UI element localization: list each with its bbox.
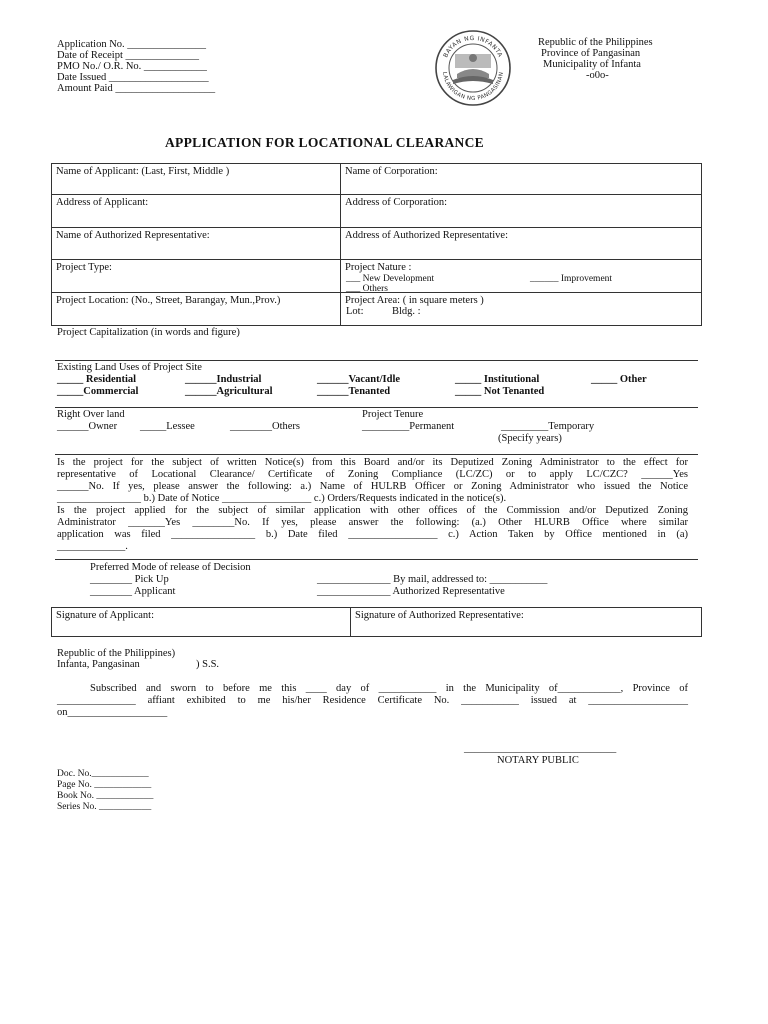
temporary-option[interactable]: _________Temporary	[501, 421, 595, 432]
rep-name-cell[interactable]	[51, 227, 341, 260]
capitalization-line[interactable]	[55, 360, 698, 361]
jurat-venue-republic: Republic of the Philippines)	[57, 648, 176, 659]
corporation-name-label: Name of Corporation:	[345, 166, 438, 177]
corporation-address-cell[interactable]	[340, 194, 702, 228]
project-type-cell[interactable]	[51, 259, 341, 293]
municipality-line: Municipality of Infanta	[543, 59, 641, 70]
owner-option[interactable]: ______Owner	[57, 421, 118, 432]
applicant-signature-cell[interactable]	[51, 607, 351, 637]
applicant-name-label: Name of Applicant: (Last, First, Middle )	[56, 166, 230, 177]
jurat-text-line: _______________ affiant exhibited to me his/her Residence Certificate No. ___________ issued at ___________________	[57, 695, 688, 706]
release-mode-label: Preferred Mode of release of Decision	[90, 562, 251, 573]
applicant-signature-label: Signature of Applicant:	[56, 610, 154, 621]
date-of-receipt-field[interactable]: Date of Receipt ______________	[57, 50, 200, 61]
svg-text:LALAWIGAN NG PANGASINAN: LALAWIGAN NG PANGASINAN	[441, 71, 505, 103]
authorized-rep-option[interactable]: ______________ Authorized Representative	[317, 586, 505, 597]
jurat-venue-ss: ) S.S.	[196, 659, 220, 670]
lot-field[interactable]: Lot:	[346, 306, 364, 317]
rep-signature-label: Signature of Authorized Representative:	[355, 610, 524, 621]
section-divider	[55, 407, 698, 408]
lessee-option[interactable]: _____Lessee	[140, 421, 195, 432]
project-location-cell[interactable]	[51, 292, 341, 326]
not-tenanted-option[interactable]: _____ Not Tenanted	[455, 386, 545, 397]
date-issued-field[interactable]: Date Issued ___________________	[57, 72, 209, 83]
similar-line: Administrator _______Yes ________No. If yes, please answer the following: (a.) Other HLURB Office where similar	[57, 517, 688, 528]
notice-line: ______No. If yes, please answer the following: a.) Name of HULRB Officer or Zoning Administrator who issued the Notice	[57, 481, 688, 492]
republic-line: Republic of the Philippines	[538, 37, 653, 48]
jurat-venue-municipality: Infanta, Pangasinan	[57, 659, 140, 670]
project-nature-label: Project Nature :	[345, 262, 412, 273]
industrial-option[interactable]: ______Industrial	[185, 374, 262, 385]
book-no-field[interactable]: Book No. ____________	[57, 791, 154, 801]
new-development-option[interactable]: ___ New Development	[346, 274, 435, 284]
notice-line: Is the project for the subject of written Notice(s) from this Board and/or its Deputized Zoning Administrator to the effect for	[57, 457, 688, 468]
rep-address-label: Address of Authorized Representative:	[345, 230, 508, 241]
project-type-label: Project Type:	[56, 262, 112, 273]
residential-option[interactable]: _____ Residential	[57, 374, 137, 385]
project-tenure-label: Project Tenure	[362, 409, 424, 420]
rep-signature-cell[interactable]	[350, 607, 702, 637]
similar-line: _____________.	[57, 541, 128, 552]
municipal-seal-logo	[433, 28, 513, 108]
applicant-address-cell[interactable]	[51, 194, 341, 228]
project-location-label: Project Location: (No., Street, Barangay, Mun.,Prov.)	[56, 295, 281, 306]
province-line: Province of Pangasinan	[541, 48, 641, 59]
notice-line: representative of Locational Clearance/ Certificate of Zoning Compliance (LC/ZC) or to apply LC/CZC? ______Yes	[57, 469, 688, 480]
separator-ornament: -o0o-	[586, 70, 609, 81]
application-no-field[interactable]: Application No. _______________	[57, 39, 207, 50]
amount-paid-field[interactable]: Amount Paid ___________________	[57, 83, 216, 94]
commercial-option[interactable]: _____Commercial	[57, 386, 139, 397]
similar-line: Is the project applied for the subject of similar application with other offices of the Commission and/or Deputized Zoning	[57, 505, 688, 516]
corporation-address-label: Address of Corporation:	[345, 197, 448, 208]
land-uses-label: Existing Land Uses of Project Site	[57, 362, 202, 373]
series-no-field[interactable]: Series No. ___________	[57, 802, 152, 812]
section-divider	[55, 454, 698, 455]
vacant-idle-option[interactable]: ______Vacant/Idle	[317, 374, 401, 385]
others-option[interactable]: ___ Others	[346, 284, 388, 294]
improvement-option[interactable]: ______ Improvement	[530, 274, 613, 284]
capitalization-label: Project Capitalization (in words and figure)	[57, 327, 240, 338]
notice-line: ________________ b.) Date of Notice _________________ c.) Orders/Requests indicated in the notice(s).	[57, 493, 507, 504]
permanent-option[interactable]: _________Permanent	[362, 421, 455, 432]
other-option[interactable]: _____ Other	[591, 374, 647, 385]
others-land-option[interactable]: ________Others	[230, 421, 300, 432]
pickup-option[interactable]: ________ Pick Up	[90, 574, 169, 585]
bldg-field[interactable]: Bldg. :	[392, 306, 421, 317]
form-title: APPLICATION FOR LOCATIONAL CLEARANCE	[165, 135, 484, 150]
specify-years-note: (Specify years)	[498, 433, 562, 444]
notary-signature-line[interactable]: _____________________________	[464, 743, 617, 754]
jurat-text-line: on___________________	[57, 707, 168, 718]
applicant-name-cell[interactable]	[51, 163, 341, 195]
corporation-name-cell[interactable]	[340, 163, 702, 195]
page-no-field[interactable]: Page No. ____________	[57, 780, 152, 790]
jurat-text-line: Subscribed and sworn to before me this ____ day of ___________ in the Municipality of____________, Province of	[90, 683, 688, 694]
doc-no-field[interactable]: Doc. No.____________	[57, 769, 149, 779]
mail-option[interactable]: ______________ By mail, addressed to: ___________	[317, 574, 548, 585]
pmo-or-no-field[interactable]: PMO No./ O.R. No. ____________	[57, 61, 207, 72]
tenanted-option[interactable]: ______Tenanted	[317, 386, 391, 397]
institutional-option[interactable]: _____ Institutional	[455, 374, 540, 385]
svg-text:BAYAN NG INFANTA: BAYAN NG INFANTA	[442, 34, 504, 59]
agricultural-option[interactable]: ______Agricultural	[185, 386, 273, 397]
applicant-pickup-option[interactable]: ________ Applicant	[90, 586, 176, 597]
project-area-label: Project Area: ( in square meters )	[345, 295, 484, 306]
rep-name-label: Name of Authorized Representative:	[56, 230, 210, 241]
section-divider	[55, 559, 698, 560]
similar-line: application was filed ________________ b.) Date filed _________________ c.) Action Taken by Office mentioned in (a)	[57, 529, 688, 540]
rep-address-cell[interactable]	[340, 227, 702, 260]
applicant-address-label: Address of Applicant:	[56, 197, 149, 208]
right-over-land-label: Right Over land	[57, 409, 125, 420]
notary-public-label: NOTARY PUBLIC	[497, 755, 579, 766]
